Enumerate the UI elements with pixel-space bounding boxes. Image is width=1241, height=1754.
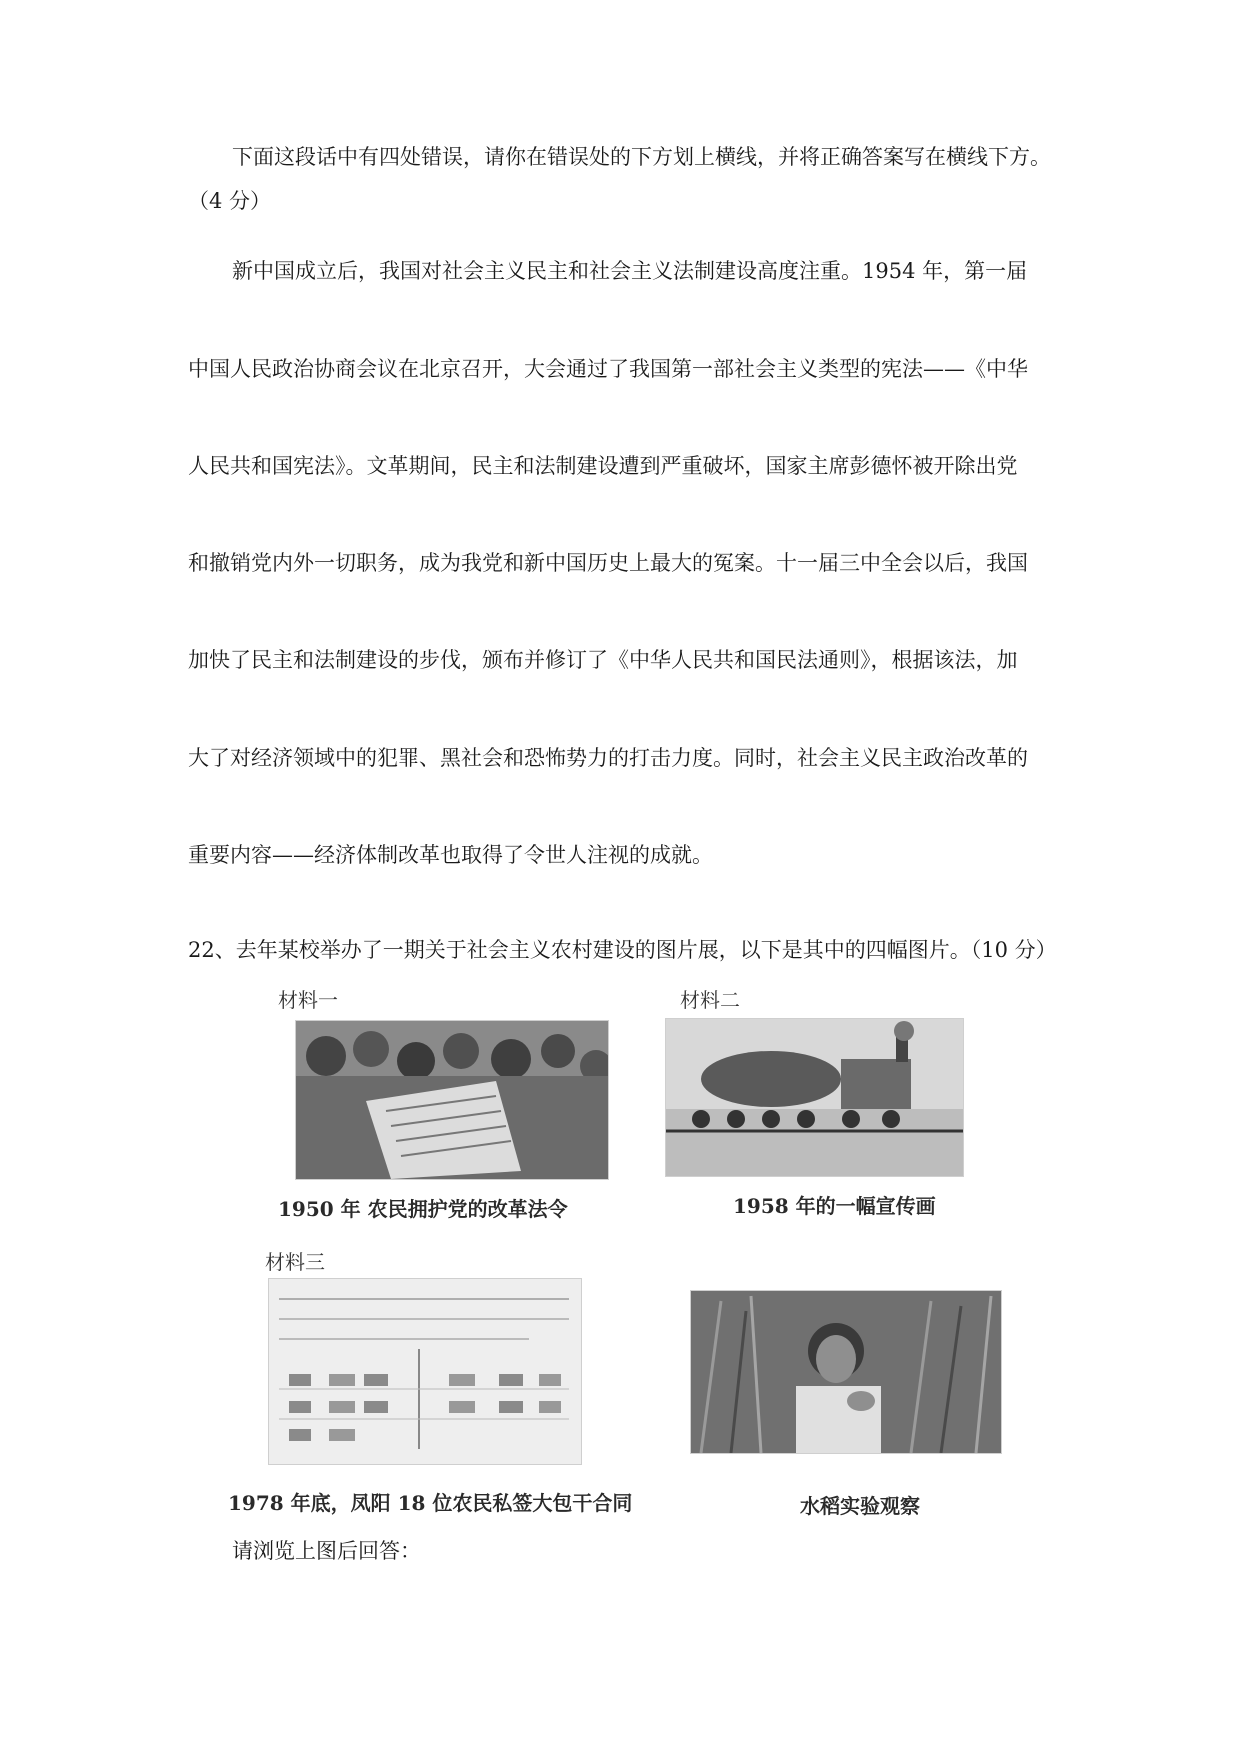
passage-line-7: 重要内容——经济体制改革也取得了令世人注视的成就。 (188, 843, 713, 867)
instruction-line-2: （4 分） (188, 189, 272, 213)
figure-3-label: 材料三 (265, 1250, 325, 1274)
figure-1-image (295, 1020, 609, 1180)
question-22: 22、去年某校举办了一期关于社会主义农村建设的图片展，以下是其中的四幅图片。（10 分） (188, 938, 1057, 962)
answer-prompt: 请浏览上图后回答： (232, 1539, 421, 1563)
train-poster-icon (666, 1019, 963, 1176)
figure-3-image (268, 1278, 582, 1465)
figure-3-caption: 1978 年底，凤阳 18 位农民私签大包干合同 (228, 1491, 633, 1515)
rice-field-photo-icon (691, 1291, 1001, 1453)
passage-line-6: 大了对经济领域中的犯罪、黑社会和恐怖势力的打击力度。同时，社会主义民主政治改革的 (188, 746, 1028, 770)
passage-line-3: 人民共和国宪法》。文革期间，民主和法制建设遭到严重破坏，国家主席彭德怀被开除出党 (188, 454, 1018, 478)
figure-4-image (690, 1290, 1002, 1454)
instruction-line-1: 下面这段话中有四处错误，请你在错误处的下方划上横线，并将正确答案写在横线下方。 (232, 145, 1051, 169)
passage-line-4: 和撤销党内外一切职务，成为我党和新中国历史上最大的冤案。十一届三中全会以后，我国 (188, 551, 1028, 575)
figure-4-caption: 水稻实验观察 (800, 1494, 920, 1518)
passage-line-5: 加快了民主和法制建设的步伐，颁布并修订了《中华人民共和国民法通则》，根据该法，加 (188, 648, 1018, 672)
contract-document-icon (269, 1279, 581, 1464)
figure-2-caption: 1958 年的一幅宣传画 (733, 1194, 936, 1218)
passage-line-1: 新中国成立后，我国对社会主义民主和社会主义法制建设高度注重。1954 年，第一届 (232, 259, 1028, 283)
figure-2-image (665, 1018, 964, 1177)
figure-1-label: 材料一 (278, 988, 338, 1012)
crowd-photo-icon (296, 1021, 608, 1179)
figure-1-caption: 1950 年 农民拥护党的改革法令 (278, 1197, 568, 1221)
passage-line-2: 中国人民政治协商会议在北京召开，大会通过了我国第一部社会主义类型的宪法——《中华 (188, 357, 1028, 381)
figure-2-label: 材料二 (680, 988, 740, 1012)
